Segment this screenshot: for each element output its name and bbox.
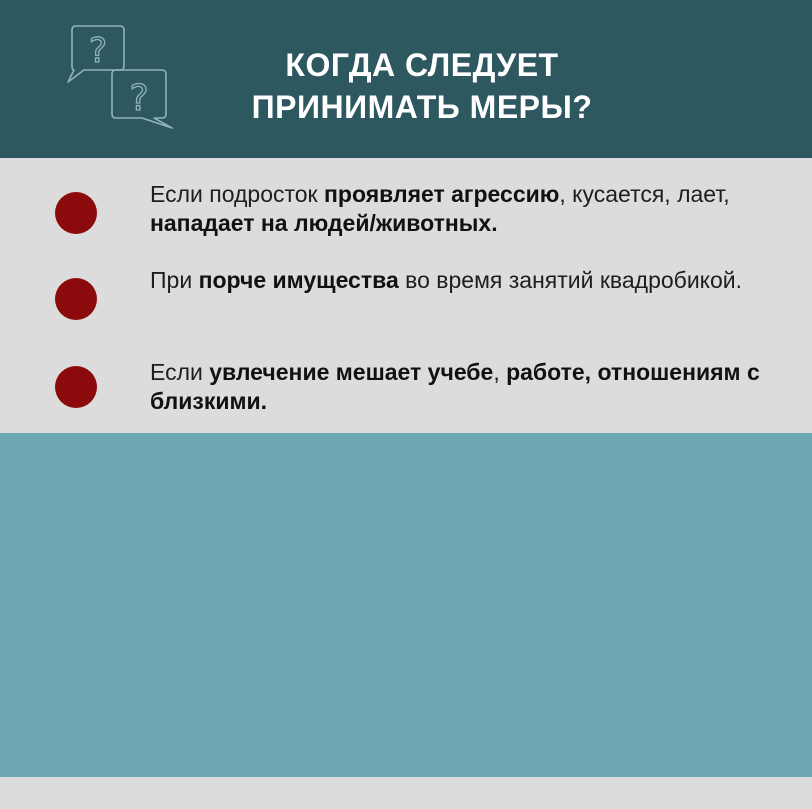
footer-band <box>0 777 812 809</box>
item-segment: Если <box>150 359 210 385</box>
page-title-line-1: КОГДА СЛЕДУЕТ <box>285 47 559 83</box>
item-segment-bold: проявляет агрессию <box>324 181 560 207</box>
page-title-line-2: ПРИНИМАТЬ МЕРЫ? <box>251 89 593 125</box>
question-bubbles-icon <box>62 22 182 132</box>
page-title <box>232 44 612 128</box>
header <box>0 0 812 158</box>
item-segment: Если подросток <box>150 181 325 207</box>
teal-block <box>0 433 812 777</box>
item-text <box>150 358 760 416</box>
svg-text:?: ? <box>129 78 149 119</box>
bullet-icon <box>55 192 97 234</box>
item-segment-bold: порче имущества <box>198 267 399 293</box>
item-segment-bold: увлечение мешает учебе <box>209 359 494 385</box>
bullet-icon <box>55 366 97 408</box>
item-segment: , <box>493 359 507 385</box>
content-panel <box>0 158 812 433</box>
bullet-icon <box>55 278 97 320</box>
item-segment-bold: работе, отношениям с близкими. <box>150 359 760 414</box>
item-text <box>150 266 760 295</box>
item-segment-bold: нападает на людей/животных. <box>150 210 498 236</box>
item-segment: , кусается, лает, <box>559 181 730 207</box>
item-text <box>150 180 760 238</box>
item-segment: во время занятий квадробикой. <box>398 267 743 293</box>
svg-text:?: ? <box>88 31 108 71</box>
item-segment: При <box>150 267 199 293</box>
